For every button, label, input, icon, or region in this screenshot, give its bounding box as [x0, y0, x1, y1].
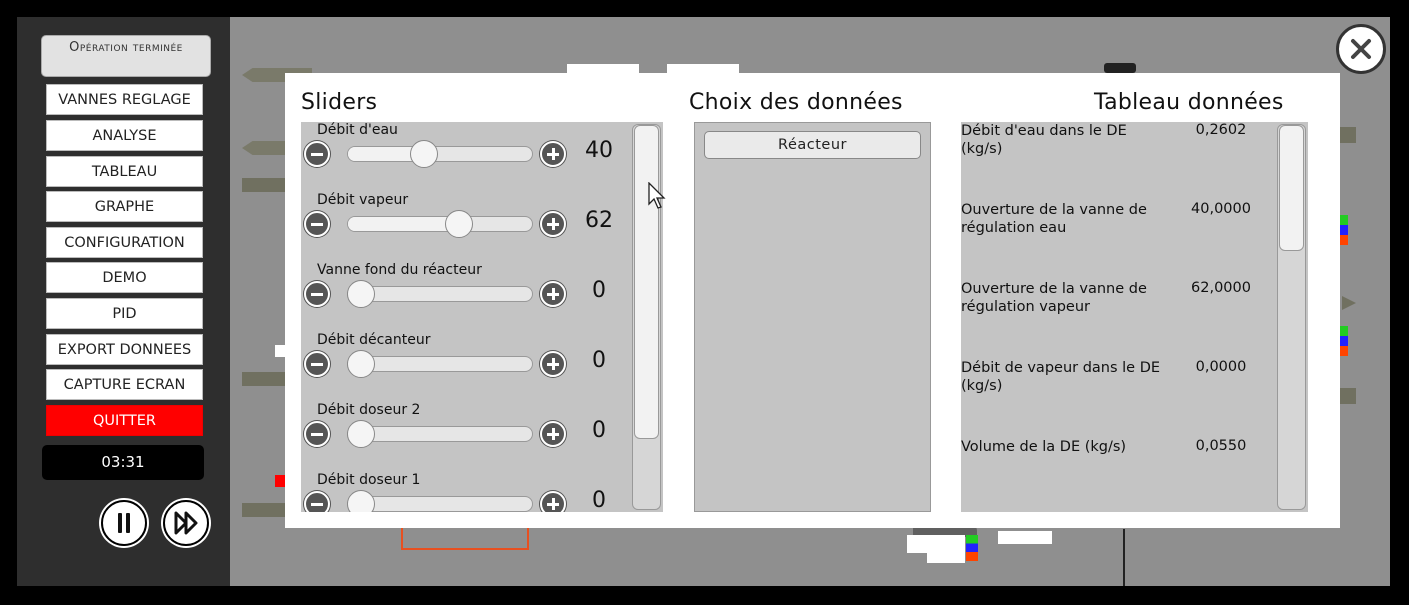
tableau-scrollbar[interactable]	[1277, 124, 1306, 510]
table-row-value: 0,0000	[1195, 359, 1247, 375]
scene-label	[927, 551, 965, 563]
slider-label: Débit décanteur	[317, 332, 431, 348]
close-icon	[1339, 27, 1383, 71]
plus-icon[interactable]	[540, 141, 566, 167]
scene-indicator	[1340, 326, 1348, 356]
tableau-scroll-thumb[interactable]	[1279, 125, 1304, 251]
tableau-heading: Tableau données	[1094, 90, 1284, 115]
scene-device	[1104, 63, 1136, 73]
slider-row	[301, 122, 631, 192]
table-row-value: 40,0000	[1191, 201, 1251, 217]
table-row-label: Ouverture de la vanne de régulation eau	[961, 202, 1147, 236]
slider-track[interactable]	[347, 216, 533, 232]
scene-pipe-arrow	[1342, 296, 1356, 310]
slider-row	[301, 192, 631, 262]
slider-label: Débit doseur 2	[317, 402, 421, 418]
slider-row	[301, 472, 631, 512]
pid-button[interactable]: PID	[46, 298, 203, 329]
sliders-panel	[301, 122, 663, 512]
table-row-label: Débit de vapeur dans le DE (kg/s)	[961, 360, 1161, 394]
minus-icon[interactable]	[304, 351, 330, 377]
slider-value: 0	[592, 348, 606, 373]
choix-panel	[694, 122, 931, 512]
timer: 03:31	[42, 445, 204, 480]
slider-label: Vanne fond du réacteur	[317, 262, 482, 278]
slider-knob[interactable]	[445, 210, 473, 238]
slider-label: Débit doseur 1	[317, 472, 421, 488]
table-row-label: Débit d'eau dans le DE (kg/s)	[961, 123, 1127, 157]
minus-icon[interactable]	[304, 211, 330, 237]
operation-status: Opération terminée	[41, 35, 211, 77]
minus-icon[interactable]	[304, 421, 330, 447]
slider-knob[interactable]	[347, 350, 375, 378]
scene-indicator	[1340, 215, 1348, 245]
choix-heading: Choix des données	[689, 90, 903, 115]
slider-value: 40	[585, 138, 613, 163]
slider-knob[interactable]	[410, 140, 438, 168]
plus-icon[interactable]	[540, 351, 566, 377]
slider-row	[301, 262, 631, 332]
export-donnees-button[interactable]: EXPORT DONNEES	[46, 334, 203, 365]
data-modal	[285, 73, 1340, 528]
table-row-label: Volume de la DE (kg/s)	[961, 439, 1127, 455]
scene-block	[1340, 127, 1356, 143]
slider-value: 0	[592, 488, 606, 512]
minus-icon[interactable]	[304, 141, 330, 167]
vannes-reglage-button[interactable]: VANNES REGLAGE	[46, 84, 203, 115]
slider-label: Débit vapeur	[317, 192, 409, 208]
slider-knob[interactable]	[347, 420, 375, 448]
table-row-value: 62,0000	[1191, 280, 1251, 296]
sliders-scroll-thumb[interactable]	[634, 125, 659, 439]
pause-icon	[103, 502, 145, 544]
plus-icon[interactable]	[540, 281, 566, 307]
slider-value: 0	[592, 278, 606, 303]
scene-pipe	[1123, 529, 1125, 586]
capture-ecran-button[interactable]: CAPTURE ECRAN	[46, 369, 203, 400]
reacteur-item[interactable]: Réacteur	[704, 131, 921, 159]
close-button[interactable]	[1336, 24, 1386, 74]
configuration-button[interactable]: CONFIGURATION	[46, 227, 203, 258]
plus-icon[interactable]	[540, 491, 566, 512]
slider-knob[interactable]	[347, 490, 375, 512]
sliders-heading: Sliders	[301, 90, 378, 115]
tableau-button[interactable]: TABLEAU	[46, 156, 203, 187]
scene-block	[1340, 388, 1356, 404]
table-row-value: 0,0550	[1195, 438, 1247, 454]
scene-indicator	[966, 535, 978, 561]
demo-button[interactable]: DEMO	[46, 262, 203, 293]
slider-value: 0	[592, 418, 606, 443]
scene-label	[998, 531, 1052, 544]
scene-marker	[275, 475, 285, 487]
minus-icon[interactable]	[304, 281, 330, 307]
table-row-label: Ouverture de la vanne de régulation vapeur	[961, 281, 1147, 315]
slider-label: Débit d'eau	[317, 122, 398, 138]
quit-button[interactable]: QUITTER	[46, 405, 203, 436]
table-row-value: 0,2602	[1195, 122, 1247, 138]
slider-value: 62	[585, 208, 613, 233]
scene-pipe	[401, 528, 529, 550]
fast-forward-icon	[165, 502, 207, 544]
slider-track[interactable]	[347, 146, 533, 162]
minus-icon[interactable]	[304, 491, 330, 512]
pause-button[interactable]	[101, 500, 147, 546]
graphe-button[interactable]: GRAPHE	[46, 191, 203, 222]
slider-knob[interactable]	[347, 280, 375, 308]
analyse-button[interactable]: ANALYSE	[46, 120, 203, 151]
fast-forward-button[interactable]	[163, 500, 209, 546]
slider-row	[301, 402, 631, 472]
slider-row	[301, 332, 631, 402]
plus-icon[interactable]	[540, 211, 566, 237]
mouse-cursor-icon	[648, 182, 668, 212]
plus-icon[interactable]	[540, 421, 566, 447]
